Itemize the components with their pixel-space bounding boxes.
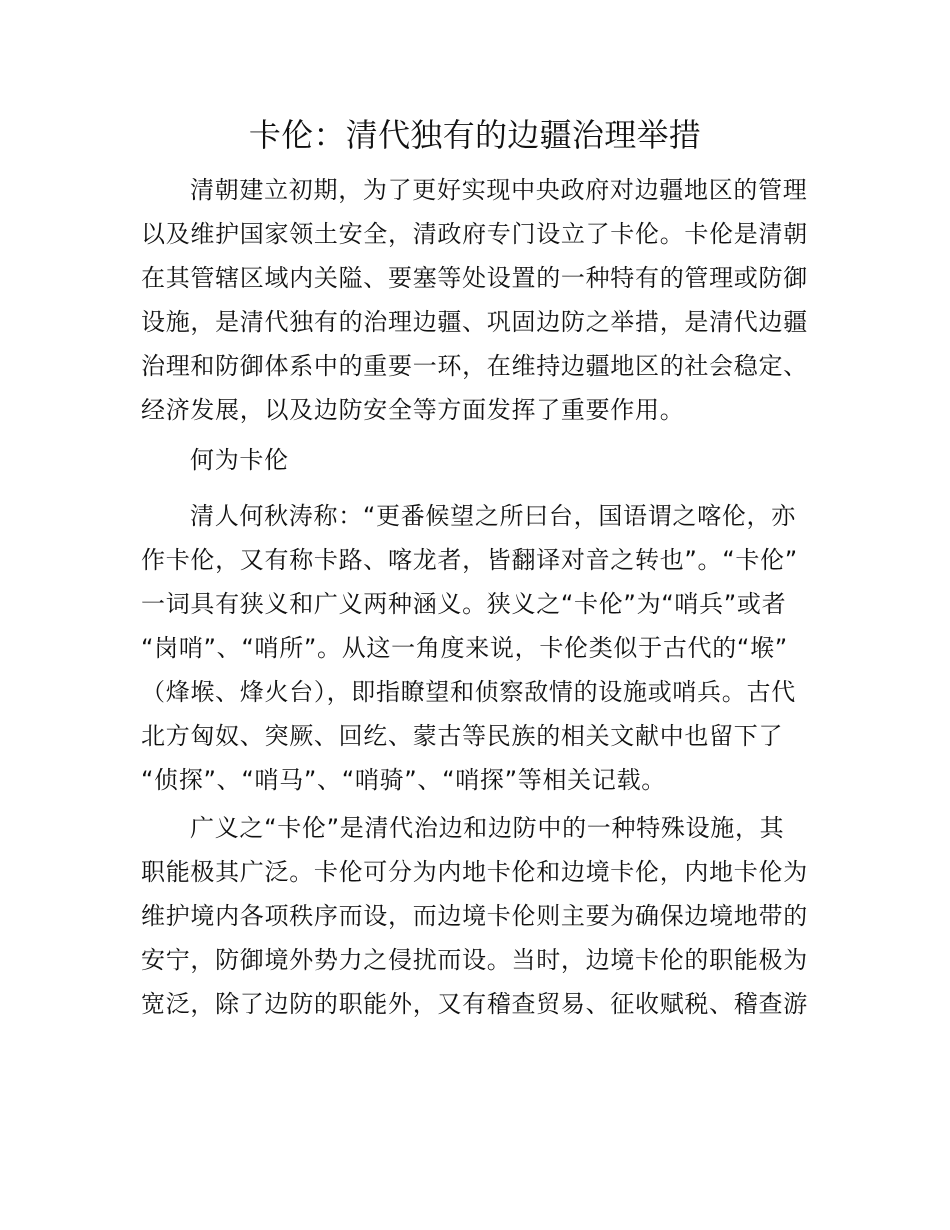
text-line: 作卡伦，又有称卡路、喀龙者，皆翻译对音之转也”。“卡伦” bbox=[141, 546, 798, 574]
text-line: 宽泛，除了边防的职能外，又有稽查贸易、征收赋税、稽查游 bbox=[141, 990, 808, 1018]
document-title: 卡伦：清代独有的边疆治理举措 bbox=[248, 116, 702, 154]
text-line: 职能极其广泛。卡伦可分为内地卡伦和边境卡伦，内地卡伦为 bbox=[141, 858, 808, 886]
text-line: 在其管辖区域内关隘、要塞等处设置的一种特有的管理或防御 bbox=[141, 264, 808, 292]
text-line: 治理和防御体系中的重要一环，在维持边疆地区的社会稳定、 bbox=[141, 352, 808, 380]
paragraph-definition bbox=[141, 494, 809, 802]
section-heading bbox=[141, 438, 809, 482]
text-line: 清朝建立初期，为了更好实现中央政府对边疆地区的管理 bbox=[190, 176, 808, 204]
paragraph-intro bbox=[141, 168, 809, 432]
text-line: “岗哨”、“哨所”。从这一角度来说，卡伦类似于古代的“堠” bbox=[141, 634, 788, 662]
text-line: 以及维护国家领土安全，清政府专门设立了卡伦。卡伦是清朝 bbox=[141, 220, 808, 248]
text-line: 设施，是清代独有的治理边疆、巩固边防之举措，是清代边疆 bbox=[141, 308, 808, 336]
section-heading-text: 何为卡伦 bbox=[190, 446, 289, 474]
text-line: 维护境内各项秩序而设，而边境卡伦则主要为确保边境地带的 bbox=[141, 902, 808, 930]
text-line: （烽堠、烽火台），即指瞭望和侦察敌情的设施或哨兵。古代 bbox=[141, 678, 796, 706]
text-line: 清人何秋涛称：“更番候望之所曰台，国语谓之喀伦，亦 bbox=[190, 502, 796, 530]
text-line: 经济发展，以及边防安全等方面发挥了重要作用。 bbox=[141, 396, 685, 424]
paragraph-broad-meaning bbox=[141, 806, 809, 1026]
text-line: 北方匈奴、突厥、回纥、蒙古等民族的相关文献中也留下了 bbox=[141, 722, 784, 750]
text-line: 广义之“卡伦”是清代治边和边防中的一种特殊设施，其 bbox=[190, 814, 785, 842]
text-line: 安宁，防御境外势力之侵扰而设。当时，边境卡伦的职能极为 bbox=[141, 946, 808, 974]
text-line: “侦探”、“哨马”、“哨骑”、“哨探”等相关记载。 bbox=[141, 766, 666, 794]
text-line: 一词具有狭义和广义两种涵义。狭义之“卡伦”为“哨兵”或者 bbox=[141, 590, 787, 618]
